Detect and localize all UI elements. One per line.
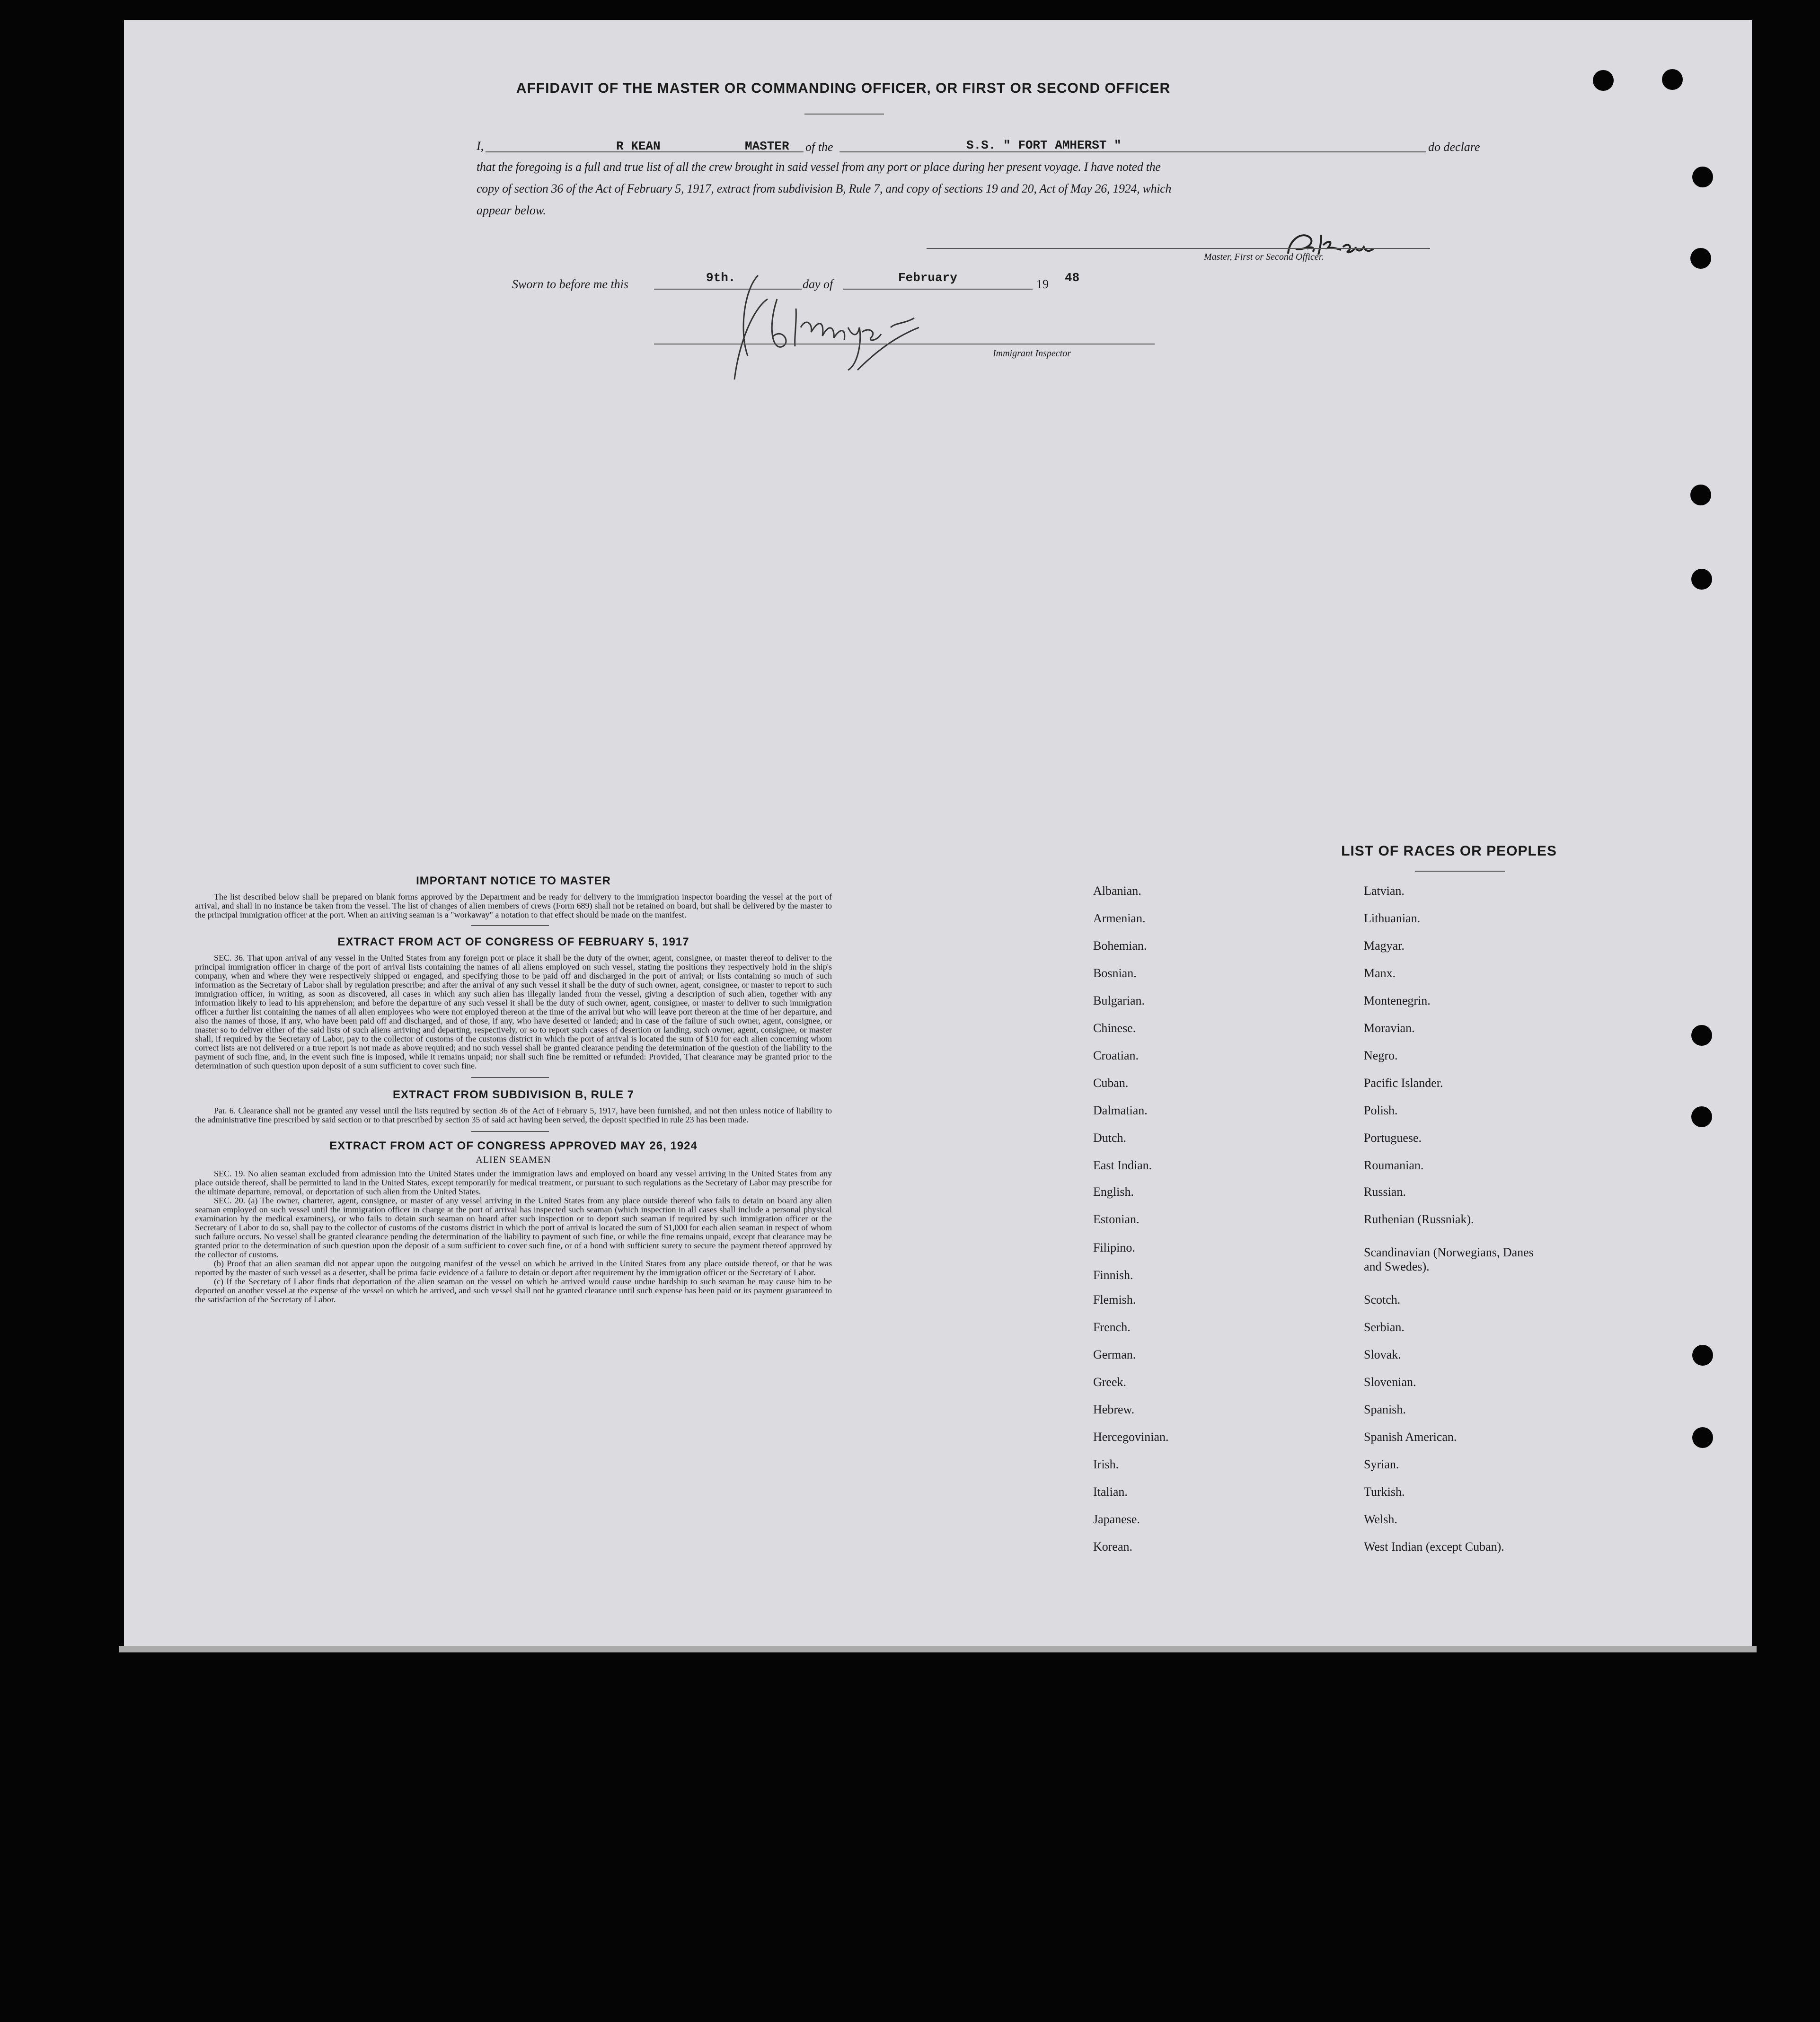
race-item: Portuguese. <box>1364 1131 1422 1145</box>
race-item: Japanese. <box>1093 1512 1140 1526</box>
race-item: Turkish. <box>1364 1485 1405 1499</box>
race-item: Finnish. <box>1093 1268 1133 1282</box>
race-item: Bosnian. <box>1093 966 1137 980</box>
race-item: Dalmatian. <box>1093 1104 1148 1117</box>
races-title-underline <box>1415 871 1505 872</box>
rule7-text: Par. 6. Clearance shall not be granted any vessel until the lists required by section 36 of the Act of February 5, 1917, have been furnished, and not then unless notice of liability to the administrative fine prescribed by said section or to that prescribed by section 35 of said act having been served, the deposit specified in rule 23 has been made. <box>195 1106 832 1124</box>
race-item: Negro. <box>1364 1049 1398 1062</box>
race-item: Scotch. <box>1364 1293 1401 1307</box>
affidavit-body-line2: copy of section 36 of the Act of February 5, 1917, extract from subdivision B, Rule 7, and copy of sections 19 and 20, Act of May 26, 1924, which <box>477 182 1172 195</box>
race-item: East Indian. <box>1093 1158 1152 1172</box>
sec20c-text: (c) If the Secretary of Labor finds that deportation of the alien seaman on the vessel on which he arrived would cause undue hardship to such seaman he may cause him to be deported on another vessel at the expense of the vessel on which he arrived, and such vessel shall not be granted clearance until such expense has been paid or its payment guaranteed to the satisfaction of the Secretary of Labor. <box>195 1277 832 1304</box>
act1924-title: EXTRACT FROM ACT OF CONGRESS APPROVED MAY 26, 1924 <box>329 1139 698 1152</box>
title-underline <box>804 114 884 115</box>
race-item: Scandinavian (Norwegians, Danes and Swedes). <box>1364 1245 1534 1273</box>
race-item: French. <box>1093 1320 1131 1334</box>
punch-hole <box>1691 1025 1712 1046</box>
do-declare-label: do declare <box>1428 140 1480 154</box>
race-item: Manx. <box>1364 966 1396 980</box>
race-item: Spanish American. <box>1364 1430 1457 1444</box>
notice-section <box>195 874 832 1304</box>
race-item: Serbian. <box>1364 1320 1405 1334</box>
race-item: Syrian. <box>1364 1457 1399 1471</box>
punch-hole <box>1662 69 1683 90</box>
sec20b-text: (b) Proof that an alien seaman did not appear upon the outgoing manifest of the vessel on which he arrived in the United States from any place outside thereof, or that he was reported by the master of such vessel as a deserter, shall be prima facie evidence of a failure to detain or deport after requirement by the immigration officer or the Secretary of Labor. <box>195 1259 832 1277</box>
race-item: Filipino. <box>1093 1241 1135 1254</box>
race-item: Hercegovinian. <box>1093 1430 1169 1444</box>
notice-text: The list described below shall be prepared on blank forms approved by the Department and be ready for delivery to the immigration inspector boarding the vessel at the port of arrival, and shall in no instance be taken from the vessel. The list of changes of alien members of crews (Form 689) shall not be retained on board, but shall be delivered by the master to the principal immigration officer at the port. When an arriving seaman is a "workaway" a notation to that effect should be made on the manifest. <box>195 892 832 919</box>
races-title: LIST OF RACES OR PEOPLES <box>1341 843 1557 859</box>
race-item: Magyar. <box>1364 939 1405 953</box>
race-item: Croatian. <box>1093 1049 1139 1062</box>
act1917-text: SEC. 36. That upon arrival of any vessel in the United States from any foreign port or place it shall be the duty of the owner, agent, consignee, or master thereof to deliver to the principal immigration officer in charge of the port of arrival lists containing the names of all aliens employed on such vessel, stating the positions they respectively hold in the ship's company, when and where they were respectively shipped or engaged, and specifying those to be paid off and discharged in the port of arrival; or lists containing so much of such information as the Secretary of Labor shall by regulation prescribe; and after the arrival of any such vessel it shall be the duty of such owner, agent, consignee, or master to report to such immigration officer, in writing, as soon as discovered, all cases in which any such alien has illegally landed from the vessel, giving a description of such alien, together with any information likely to lead to his apprehension; and before the departure of any such vessel it shall be the duty of such owner, agent, consignee, or master to deliver to such immigration officer a further list containing the names of all alien employees who were not employed thereon at the time of the arrival but who will leave port thereon at the time of her departure, and also the names of those, if any, who have been paid off and discharged, and of those, if any, who have deserted or landed; and in case of the failure of such owner, agent, consignee, or master so to deliver either of the said lists of such aliens arriving and departing, respectively, or so to report such cases of desertion or landing, such owner, agent, consignee, or master shall, if required by the Secretary of Labor, pay to the collector of customs of the customs district in which the port of arrival is located the sum of $10 for each alien concerning whom correct lists are not delivered or a true report is not made as above required; and no such vessel shall be granted clearance pending the determination of the question of the liability to the payment of such fine, and, in the event such fine is imposed, while it remains unpaid; nor shall such fine be remitted or refunded: Provided, That clearance may be granted prior to the determination of such question upon deposit of a sum sufficient to cover such fine. <box>195 953 832 1070</box>
race-item: Cuban. <box>1093 1076 1129 1090</box>
punch-hole <box>1690 248 1711 269</box>
year-suffix: 48 <box>1065 271 1080 285</box>
rule7-divider <box>471 1131 549 1132</box>
race-item: Bohemian. <box>1093 939 1147 953</box>
form-page <box>124 20 1752 1646</box>
master-signature <box>1165 221 1449 273</box>
rule7-title: EXTRACT FROM SUBDIVISION B, RULE 7 <box>392 1088 635 1101</box>
race-item: Korean. <box>1093 1540 1133 1554</box>
race-item: West Indian (except Cuban). <box>1364 1540 1504 1554</box>
race-item: Dutch. <box>1093 1131 1127 1145</box>
race-item: Estonian. <box>1093 1212 1140 1226</box>
vessel-line <box>839 151 1426 152</box>
punch-hole <box>1593 70 1614 91</box>
race-item: Italian. <box>1093 1485 1128 1499</box>
punch-hole <box>1692 167 1713 187</box>
race-item: Pacific Islander. <box>1364 1076 1443 1090</box>
day-of-label: day of <box>803 277 833 291</box>
master-signature-caption: Master, First or Second Officer. <box>1204 252 1324 262</box>
sworn-label: Sworn to before me this <box>512 277 629 291</box>
of-the-label: of the <box>805 140 833 154</box>
race-item: Flemish. <box>1093 1293 1136 1307</box>
inspector-caption: Immigrant Inspector <box>993 348 1071 359</box>
act1917-title: EXTRACT FROM ACT OF CONGRESS OF FEBRUARY 5, 1917 <box>337 936 689 948</box>
race-item: Armenian. <box>1093 911 1146 925</box>
punch-hole <box>1692 1345 1713 1366</box>
race-item: Slovenian. <box>1364 1375 1416 1389</box>
punch-hole <box>1690 485 1711 505</box>
year-prefix: 19 <box>1036 277 1049 291</box>
affidavit-title: AFFIDAVIT OF THE MASTER OR COMMANDING OFFICER, OR FIRST OR SECOND OFFICER <box>516 80 1171 96</box>
race-item: German. <box>1093 1348 1136 1361</box>
race-item: Polish. <box>1364 1104 1398 1117</box>
sec19-text: SEC. 19. No alien seaman excluded from admission into the United States under the immigration laws and employed on board any vessel arriving in the United States from any place outside thereof, shall be permitted to land in the United States, except temporarily for medical treatment, or pursuant to such regulations as the Secretary of Labor may prescribe for the ultimate departure, removal, or deportation of such alien from the United States. <box>195 1169 832 1196</box>
race-item: Chinese. <box>1093 1021 1136 1035</box>
act1917-divider <box>471 1077 549 1078</box>
race-item: Montenegrin. <box>1364 994 1431 1007</box>
race-item: Roumanian. <box>1364 1158 1424 1172</box>
sworn-month: February <box>898 271 957 285</box>
race-item: Lithuanian. <box>1364 911 1421 925</box>
sworn-day: 9th. <box>706 271 736 285</box>
race-item: Greek. <box>1093 1375 1127 1389</box>
act1924-subtitle: ALIEN SEAMEN <box>476 1155 551 1165</box>
affidavit-body-line3: appear below. <box>477 203 546 217</box>
notice-divider <box>471 925 549 926</box>
race-item: Albanian. <box>1093 884 1141 898</box>
race-item: Russian. <box>1364 1185 1406 1199</box>
race-item: Welsh. <box>1364 1512 1397 1526</box>
punch-hole <box>1691 569 1712 590</box>
inspector-signature <box>659 256 924 394</box>
punch-hole <box>1691 1106 1712 1127</box>
affidavit-i: I, <box>477 139 484 153</box>
affidavit-body-line1: that the foregoing is a full and true list of all the crew brought in said vessel from any port or place during her present voyage. I have noted the <box>477 160 1161 174</box>
master-signature-line <box>927 248 1430 249</box>
race-item: Moravian. <box>1364 1021 1415 1035</box>
race-item: Slovak. <box>1364 1348 1401 1361</box>
race-item: Spanish. <box>1364 1403 1406 1416</box>
punch-hole <box>1692 1427 1713 1448</box>
race-item: Hebrew. <box>1093 1403 1135 1416</box>
master-rank: MASTER <box>745 139 789 153</box>
race-item: Irish. <box>1093 1457 1119 1471</box>
master-name: R KEAN <box>616 139 661 153</box>
sec20a-text: SEC. 20. (a) The owner, charterer, agent, consignee, or master of any vessel arriving in the United States from any place outside thereof who fails to detain on board any alien seaman employed on such vessel until the immigration officer in charge at the port of arrival has inspected such seaman (which inspection in all cases shall include a personal physical examination by the medical examiners), or who fails to detain such seaman on board after such inspection or to deport such seaman if required by such immigration officer or the Secretary of Labor to do so, shall pay to the collector of customs of the customs district in which the port of arrival is located the sum of $1,000 for each alien seaman in respect of whom such failure occurs. No vessel shall be granted clearance pending the determination of the liability to payment of such fine, or while the fine remains unpaid, except that clearance may be granted prior to the determination of such question upon the deposit of a sum sufficient to cover such fine, or of a bond with sufficient surety to secure the payment thereof approved by the collector of customs. <box>195 1196 832 1259</box>
race-item: English. <box>1093 1185 1134 1199</box>
race-item: Latvian. <box>1364 884 1405 898</box>
vessel-name: S.S. " FORT AMHERST " <box>966 138 1122 152</box>
race-item: Ruthenian (Russniak). <box>1364 1212 1474 1226</box>
race-item: Bulgarian. <box>1093 994 1145 1007</box>
notice-title: IMPORTANT NOTICE TO MASTER <box>416 874 611 887</box>
